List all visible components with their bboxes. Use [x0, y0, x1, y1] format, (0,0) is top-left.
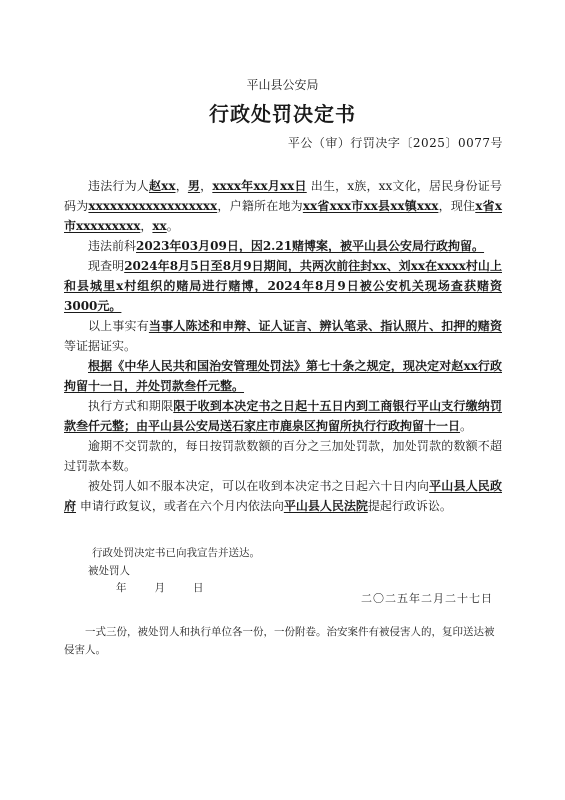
signature-date-line	[116, 580, 232, 595]
text-segment: 。	[166, 219, 179, 233]
month-label: 月	[154, 582, 165, 594]
late-payment-paragraph: 逾期不交罚款的，每日按罚款数额的百分之三加处罚款，加处罚款的数额不超过罚款本数。	[64, 439, 502, 473]
text-segment: 出生，x族，xx文化，居民身份证号码为	[64, 179, 502, 213]
evidence-paragraph	[64, 316, 502, 356]
text-segment: 以上事实有	[88, 319, 149, 333]
evidence-list: 当事人陈述和申辩、证人证言、辨认笔录、指认照片、扣押的赌资	[148, 319, 502, 333]
appeal-rights-paragraph	[64, 476, 502, 516]
prior-record: 2023年03月09日，因2.21赌博案，被平山县公安局行政拘留。	[136, 239, 485, 253]
text-segment: 等证据证实。	[64, 339, 137, 353]
day-label: 日	[193, 582, 204, 594]
text-segment: 违法行为人	[88, 179, 149, 193]
execution-paragraph	[64, 396, 502, 436]
text-segment: 执行方式和期限	[88, 399, 174, 413]
offender-id-number: xxxxxxxxxxxxxxxxxx	[88, 199, 218, 213]
text-segment: ，户籍所在地为	[217, 199, 303, 213]
text-segment: ，现住	[438, 199, 476, 213]
document-body	[64, 176, 502, 516]
document-title: 行政处罚决定书	[209, 102, 356, 126]
offender-gender: 男	[187, 179, 201, 193]
text-segment: 违法前科	[88, 239, 137, 253]
offender-hukou: xx省xxx市xx县xx镇xxx	[302, 199, 439, 213]
offender-name: 赵xx	[148, 179, 176, 193]
text-segment: 现查明	[88, 259, 125, 273]
text-segment: ，	[140, 219, 153, 233]
recipient-signature-label: 被处罚人	[88, 565, 130, 577]
copies-footnote: 一式三份，被处罚人和执行单位各一份，一份附卷。治安案件有被侵害人的，复印送达被侵害人。	[64, 626, 495, 656]
document-number: 平公（审）行罚决字〔2025〕0077号	[287, 136, 503, 150]
review-authority: 平山县人民政府	[64, 479, 502, 513]
court-name: 平山县人民法院	[283, 499, 368, 513]
text-segment: 被处罚人如不服本决定，可以在收到本决定书之日起六十日内向	[88, 479, 430, 493]
execution-terms: 限于收到本决定书之日起十五日内到工商银行平山支行缴纳罚款叁仟元整；由平山县公安局送石家庄市鹿泉区拘留所执行行政拘留十一日	[64, 399, 502, 433]
offender-residence: x省x市xxxxxxxxx	[64, 199, 502, 233]
case-facts: 2024年8月5日至8月9日期间，共两次前往封xx、刘xx在xxxx村山上和县城里x村组织的赌局进行赌博，2024年8月9日被公安机关现场查获赌资3000元。	[64, 259, 502, 313]
service-notice: 行政处罚决定书已向我宣告并送达。	[92, 547, 260, 559]
issuing-office: 平山县公安局	[246, 78, 319, 92]
text-segment: 申请行政复议，或者在六个月内依法向	[76, 499, 284, 513]
offender-birthdate: xxxx年xx月xx日	[212, 179, 307, 193]
text-segment: 。	[460, 419, 473, 433]
offender-info-paragraph	[64, 176, 502, 236]
facts-paragraph	[64, 256, 502, 316]
prior-record-paragraph	[64, 236, 502, 256]
text-segment: ，	[200, 179, 213, 193]
decision-paragraph	[64, 356, 502, 396]
text-segment: 提起行政诉讼。	[367, 499, 452, 513]
offender-extra: xx	[152, 219, 167, 233]
year-label: 年	[116, 582, 127, 594]
penalty-decision: 根据《中华人民共和国治安管理处罚法》第七十条之规定，现决定对赵xx行政拘留十一日，并处罚款叁仟元整。	[64, 359, 502, 393]
issue-date: 二〇二五年二月二十七日	[361, 592, 493, 605]
text-segment: ，	[175, 179, 188, 193]
